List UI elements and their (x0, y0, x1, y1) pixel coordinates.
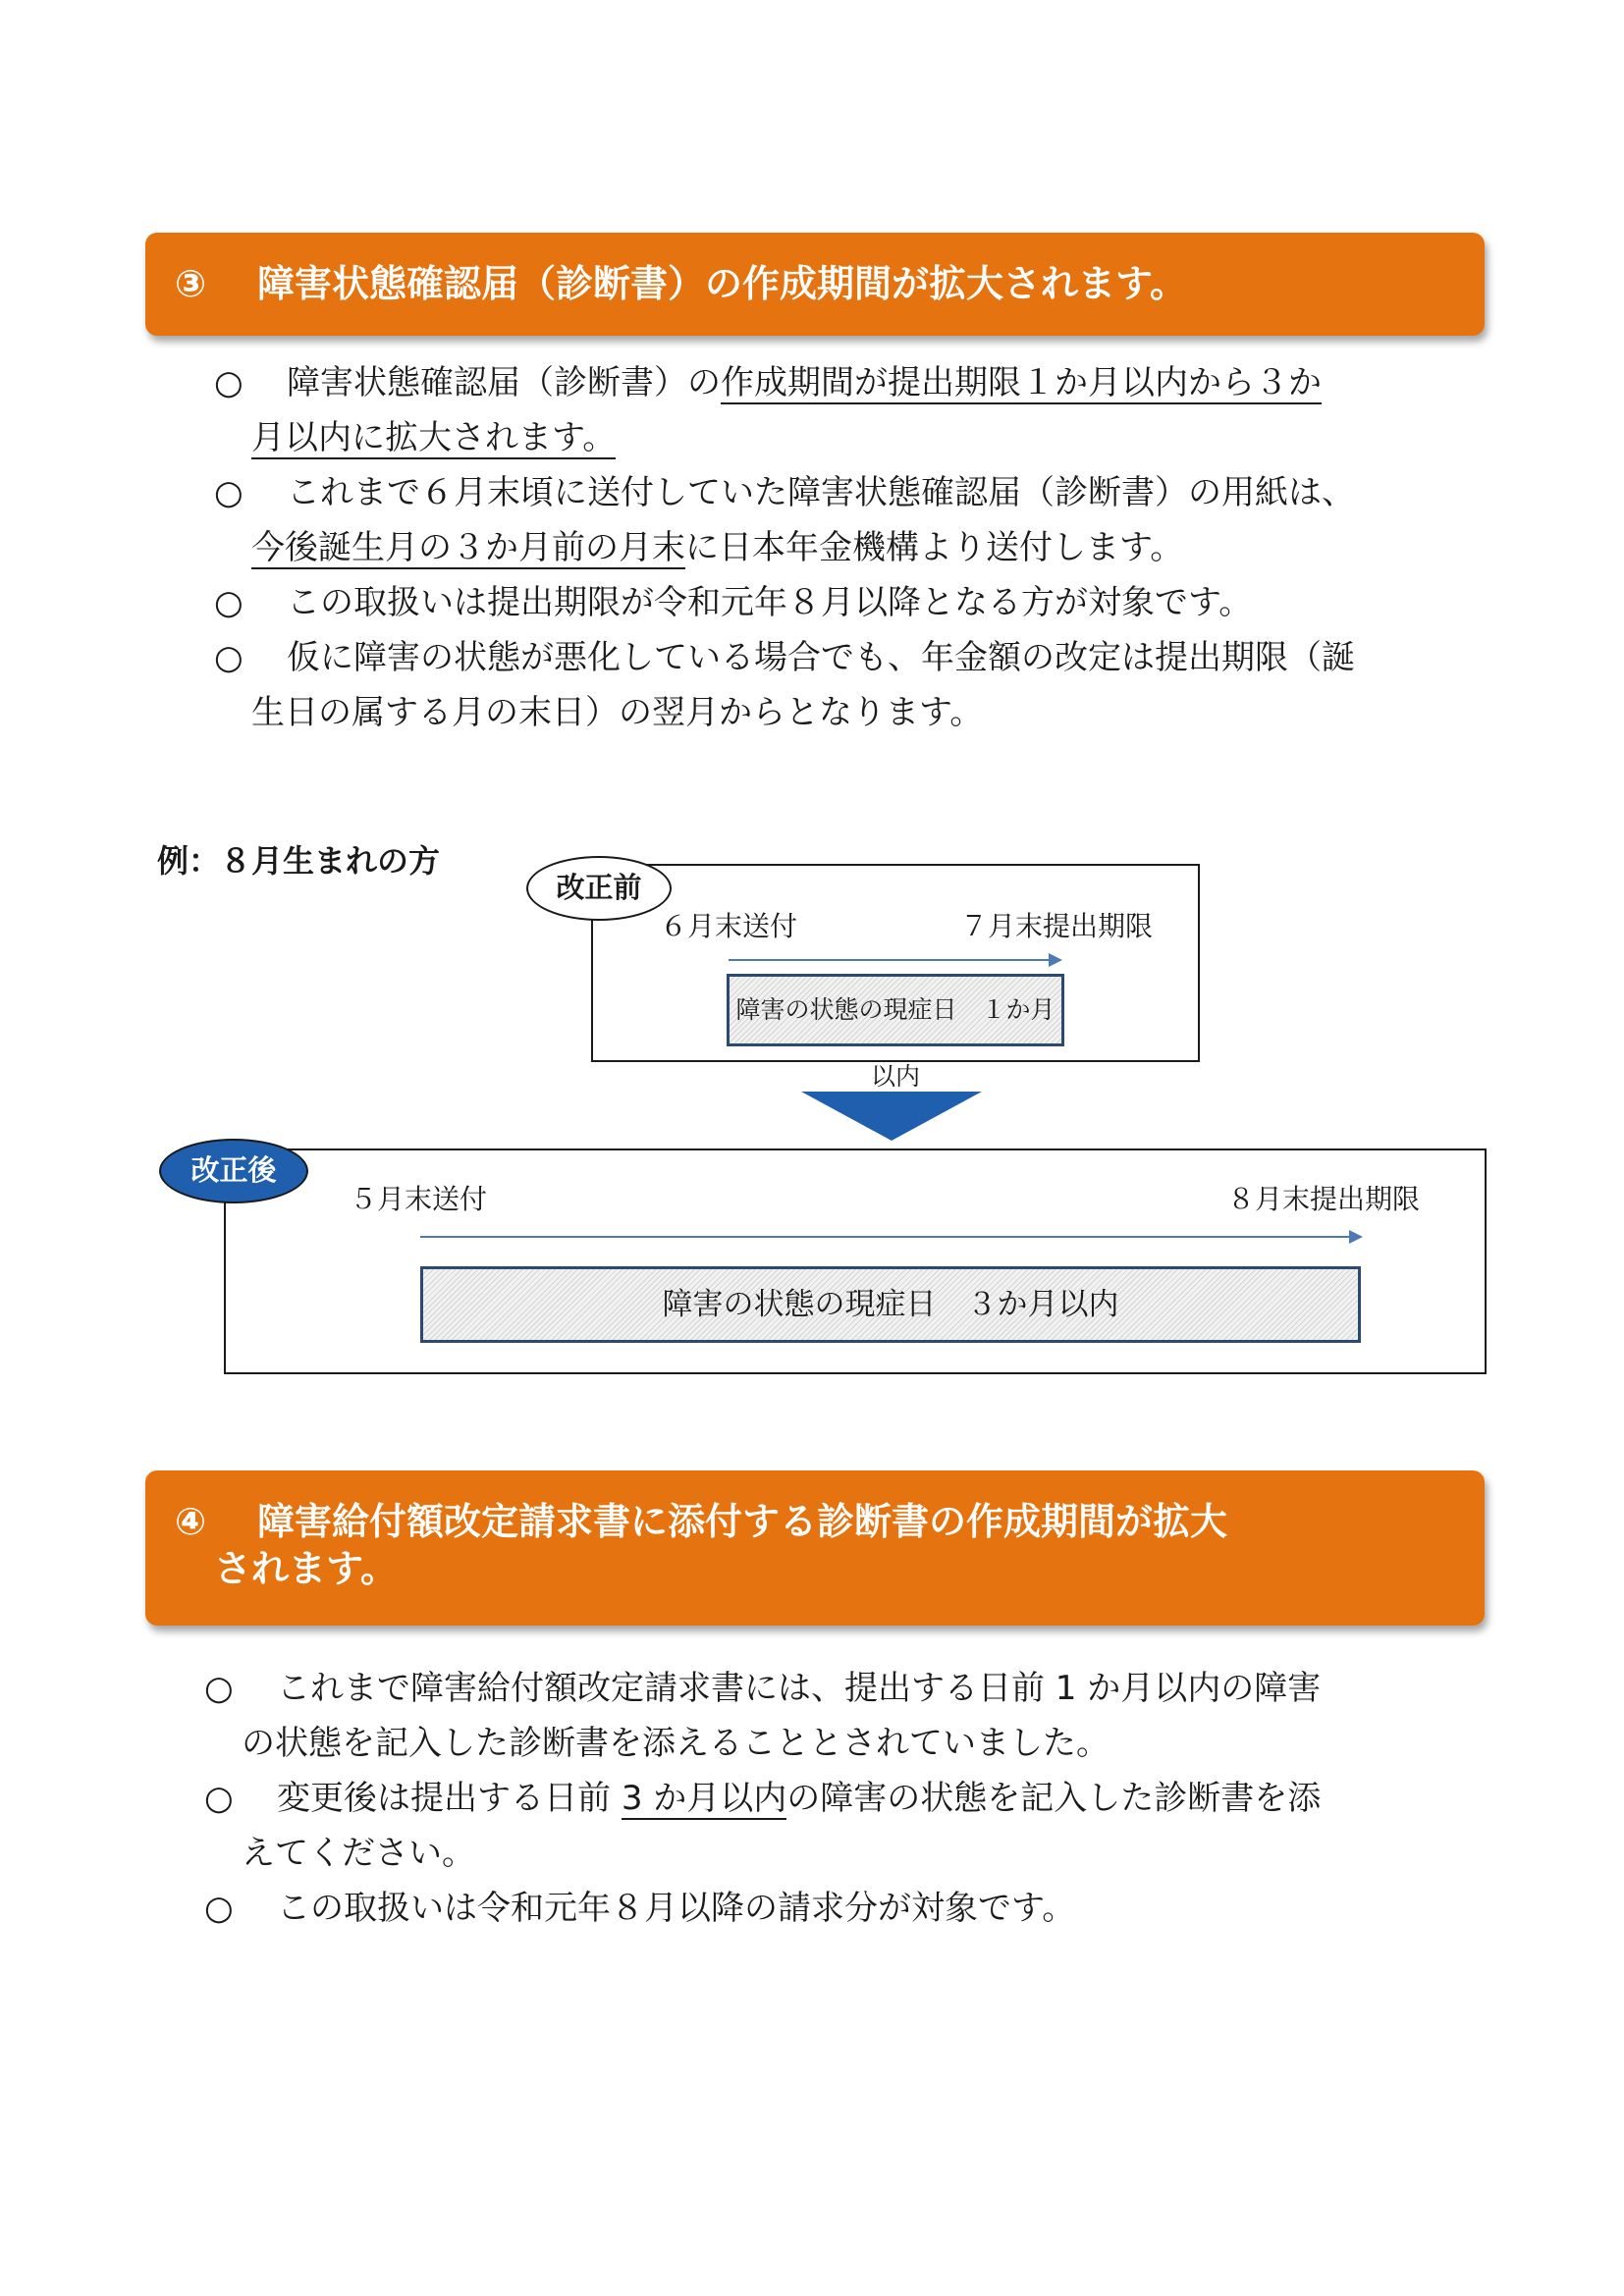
bullet-text-underlined: 今後誕生月の３か月前の月末 (251, 528, 685, 567)
before-badge: 改正前 (526, 856, 672, 921)
bullet-text-underlined: 月以内に拡大されます。 (251, 418, 617, 457)
down-arrow-icon (801, 1092, 982, 1141)
bullet-text-underlined: 作成期間が提出期限１か月以内から３か (721, 363, 1322, 402)
after-timeline (420, 1236, 1351, 1238)
bullet-mark: ○ (204, 1779, 234, 1818)
section4-bullet-2 (204, 1771, 1321, 1826)
bullet-text: の状態を記入した診断書を添えることとされていました。 (242, 1724, 1110, 1763)
bullet-text: この取扱いは提出期限が令和元年８月以降となる方が対象です。 (287, 583, 1253, 622)
bullet-mark: ○ (214, 583, 244, 622)
bullet-text: これまで障害給付額改定請求書には、提出する日前 1 か月以内の障害 (277, 1669, 1322, 1708)
bullet-mark: ○ (204, 1889, 234, 1928)
section3-bullet-2-cont (251, 520, 1183, 575)
section3-bullet-4-cont (251, 685, 983, 740)
section4-title-line1: 障害給付額改定請求書に添付する診断書の作成期間が拡大 (257, 1500, 1228, 1543)
example-label: 例：８月生まれの方 (157, 842, 441, 880)
after-timeline-arrowhead (1349, 1230, 1363, 1244)
bullet-mark: ○ (214, 363, 244, 402)
bullet-text: この取扱いは令和元年８月以降の請求分が対象です。 (277, 1889, 1076, 1928)
section3-bullet-4 (214, 630, 1355, 685)
bullet-text: 仮に障害の状態が悪化している場合でも、年金額の改定は提出期限（誕 (287, 638, 1355, 677)
section4-banner (145, 1470, 1485, 1626)
bullet-mark: ○ (214, 638, 244, 677)
bullet-mark: ○ (214, 473, 244, 512)
after-deadline-label: ８月末提出期限 (1227, 1183, 1421, 1215)
bullet-mark: ○ (204, 1669, 234, 1708)
section4-number: ④ (175, 1500, 207, 1543)
bullet-text: に日本年金機構より送付します。 (685, 528, 1184, 567)
after-badge: 改正後 (159, 1139, 308, 1203)
after-send-label: ５月末送付 (350, 1183, 488, 1215)
section3-bullet-3 (214, 575, 1252, 630)
before-timeline (729, 959, 1051, 961)
bullet-text: 生日の属する月の末日）の翌月からとなります。 (251, 693, 984, 732)
section3-number: ③ (175, 262, 207, 305)
bullet-text: えてください。 (242, 1834, 475, 1873)
section4-bullet-3 (204, 1881, 1075, 1936)
before-deadline-label: ７月末提出期限 (960, 910, 1154, 942)
before-timeline-arrowhead (1049, 953, 1062, 967)
before-send-label: ６月末送付 (660, 910, 798, 942)
bullet-text: 変更後は提出する日前 (277, 1779, 622, 1818)
section3-bullet-1-cont (251, 410, 616, 465)
section3-bullet-2 (214, 465, 1355, 520)
bullet-text: これまで６月末頃に送付していた障害状態確認届（診断書）の用紙は、 (287, 473, 1355, 512)
section4-bullet-2-cont (242, 1826, 475, 1881)
section4-bullet-1 (204, 1661, 1321, 1716)
section3-title: 障害状態確認届（診断書）の作成期間が拡大されます。 (257, 262, 1187, 305)
section3-banner (145, 233, 1485, 336)
section3-bullet-1 (214, 355, 1322, 410)
bullet-text: 障害状態確認届（診断書）の (287, 363, 721, 402)
before-bar (727, 974, 1064, 1091)
bullet-text: の障害の状態を記入した診断書を添 (786, 1779, 1322, 1818)
after-bar-label: 障害の状態の現症日 ３か月以内 (662, 1287, 1119, 1322)
after-bar (420, 1266, 1361, 1343)
before-bar-label: 障害の状態の現症日 １か月以内 (735, 995, 1056, 1091)
bullet-text-underlined: 3 か月以内 (621, 1779, 787, 1818)
section4-bullet-1-cont (242, 1716, 1110, 1771)
section4-title-line2: されます。 (214, 1547, 398, 1590)
